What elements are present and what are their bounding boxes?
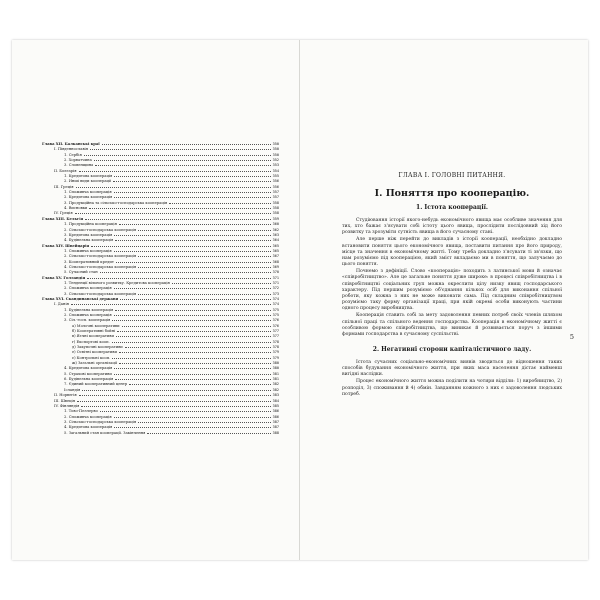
toc-entry-title: 3. Сільсько-господарська кооперація <box>64 419 137 424</box>
toc-entry-page: 364 <box>272 238 279 243</box>
toc-entry-page: 386 <box>272 414 279 419</box>
toc-entry-title: ж) Загальні організації <box>72 361 118 366</box>
toc-entry-title: 2. Сільсько-господарська кооперація <box>64 227 137 232</box>
toc-leader-dots <box>85 219 270 220</box>
toc-entry-title: 7. Єдиний кооперативний центр <box>64 382 128 387</box>
toc-leader-dots <box>102 144 271 145</box>
toc-entry-page: 350 <box>272 147 279 152</box>
toc-entry-title: IV. Греція <box>54 211 73 216</box>
paragraph: Процес економічного життя можна поділити на чотири відділи: 1) виробництво, 2) розподіл, 3) споживання й 4) обмін. Завданням кожного з них є задоволення людських потреб. <box>342 379 562 397</box>
toc-entry-page: 360 <box>272 222 279 227</box>
toc-entry-page: 381 <box>272 377 279 382</box>
toc-entry-title: 4. Будівельна кооперація <box>64 238 114 243</box>
toc-entry-title: д) Закупочні кооперативи <box>72 345 123 350</box>
toc-leader-dots <box>112 320 270 321</box>
toc-entry-page: 356 <box>272 184 279 189</box>
toc-leader-dots <box>114 197 270 198</box>
toc-leader-dots <box>138 422 270 423</box>
toc-leader-dots <box>120 299 270 300</box>
toc-entry-page: 385 <box>272 403 279 408</box>
toc-entry-page: 369 <box>272 264 279 269</box>
toc-leader-dots <box>71 304 271 305</box>
toc-entry-page: 381 <box>272 371 279 376</box>
toc-entry-title: 2. Кредитова кооперація <box>64 195 113 200</box>
toc-leader-dots <box>79 395 271 396</box>
toc-entry-page: 357 <box>272 195 279 200</box>
toc-leader-dots <box>95 165 270 166</box>
paragraph: Істота сучасних соціально-економічних виявів зводиться до відношення таких способів будування економічного життя, при яких маса населення дістає найменш вигідні наслідки. <box>342 359 562 378</box>
toc-entry-title: е) Освітні кооперативи <box>72 350 117 355</box>
toc-entry-title: I. Данія <box>54 302 69 307</box>
toc-entry-title: Глава XIV. Швейцарія <box>42 243 90 248</box>
toc-entry-page: 378 <box>272 339 279 344</box>
toc-entry-title: 1. Тово-Пеллерво <box>64 409 98 414</box>
toc-entry-title: 1. Споживча кооперація <box>64 190 112 195</box>
toc-entry-page: 350 <box>272 142 279 146</box>
toc-entry <box>42 431 279 436</box>
toc-entry-page: 363 <box>272 232 279 237</box>
toc-entry-page: 368 <box>272 259 279 264</box>
toc-leader-dots <box>77 401 271 402</box>
page-number: 5 <box>569 333 574 341</box>
toc-entry-title: 2. Хорватчина <box>64 158 92 163</box>
toc-entry-page: 371 <box>272 275 279 280</box>
toc-entry-page: 358 <box>272 200 279 205</box>
toc-entry-title: 4. Висновки <box>64 206 88 211</box>
toc-entry-title: 1. Будівельна кооперація <box>64 307 114 312</box>
toc-leader-dots <box>169 203 270 204</box>
body-text-part-2 <box>342 360 562 398</box>
toc-leader-dots <box>114 288 271 289</box>
toc-entry-title: а) Молочні кооперативи <box>72 323 120 328</box>
toc-entry-page: 374 <box>272 302 279 307</box>
toc-entry-title: б) Кооперативні бойні <box>72 329 116 334</box>
toc-leader-dots <box>79 171 271 172</box>
toc-leader-dots <box>119 363 271 364</box>
toc-leader-dots <box>138 294 270 295</box>
toc-entry-page: 386 <box>272 409 279 414</box>
toc-leader-dots <box>114 176 270 177</box>
toc-entry-page: 382 <box>272 387 279 392</box>
toc-leader-dots <box>82 390 270 391</box>
toc-leader-dots <box>147 433 270 434</box>
toc-entry-title: 3. Кредитова кооперація <box>64 232 113 237</box>
toc-leader-dots <box>112 358 270 359</box>
toc-entry-title: 3. Сільсько-господарська кооперація <box>64 291 137 296</box>
toc-entry-title: 3. Продукційна та сільсько-господарська кооперація <box>64 200 168 205</box>
toc-leader-dots <box>129 384 270 385</box>
toc-leader-dots <box>138 230 270 231</box>
toc-leader-dots <box>114 235 270 236</box>
toc-leader-dots <box>114 427 270 428</box>
body-text-part-1 <box>342 218 562 338</box>
toc-entry-title: 3. Кооперативний кредит <box>64 259 114 264</box>
toc-leader-dots <box>138 256 270 257</box>
toc-leader-dots <box>89 208 270 209</box>
toc-entry-page: 358 <box>272 211 279 216</box>
toc-entry-title: 2. Споживча кооперація <box>64 313 112 317</box>
chapter-heading: ГЛАВА І. ГОЛОВНІ ПИТАННЯ. <box>398 172 506 179</box>
toc-leader-dots <box>100 272 271 273</box>
toc-entry-title: Глава XII. Балканські краї <box>42 142 100 146</box>
toc-leader-dots <box>112 342 271 343</box>
toc-leader-dots <box>76 187 271 188</box>
toc-leader-dots <box>115 310 270 311</box>
toc-entry-page: 382 <box>272 382 279 387</box>
toc-entry-title: 1. Продукційна кооперація <box>64 222 117 227</box>
subsection-heading-2: 2. Негативні сторони капіталістичного ладу. <box>372 345 532 353</box>
toc-entry-title: 5. Сучасний стан <box>64 270 98 275</box>
toc-entry-page: 367 <box>272 254 279 259</box>
toc-entry-page: 372 <box>272 286 279 291</box>
toc-entry-page: 356 <box>272 179 279 184</box>
toc-leader-dots <box>116 262 271 263</box>
toc-leader-dots <box>75 213 271 214</box>
toc-entry-page: 380 <box>272 366 279 371</box>
toc-entry-page: 365 <box>272 248 279 253</box>
toc-leader-dots <box>172 283 271 284</box>
toc-entry-title: II. Болгарія <box>54 168 77 173</box>
toc-entry-page: 370 <box>272 270 279 275</box>
paragraph: Студіювання історії якого-небудь економічного явища має особливе значення для тих, хто бажає з'ясувати собі істоту цього явища, прослідити послідовний хід його розвитку та зрозуміти сутність явища в його сучасному стані. <box>342 218 562 236</box>
paragraph: Але перше ніж перейти до викладів з історії кооперації, необхідно докладно встановити поняття цього економічного явища, поставити питання про його природу, місце та значення в економічному житті. Тому треба докладно з'ясувати ті зв'язки, що нам розуміємо під кооперацією, який зміст вкладаємо ми в поняття, що залучаємо до цього поняття. <box>342 237 562 268</box>
toc-entry-page: 371 <box>272 280 279 285</box>
toc-entry-page: 355 <box>272 174 279 179</box>
toc-entry-page: 388 <box>272 430 279 435</box>
toc-entry-title: III. Швеція <box>54 398 76 403</box>
toc-leader-dots <box>114 315 271 316</box>
toc-entry-page: 374 <box>272 296 279 301</box>
toc-entry-page: 387 <box>272 419 279 424</box>
toc-entry-page: 380 <box>272 361 279 366</box>
toc-entry-page: 357 <box>272 190 279 195</box>
toc-entry-title: г) Експортові кооп. <box>72 339 110 344</box>
toc-leader-dots <box>81 406 270 407</box>
toc-entry-title: 2. Споживча кооперація <box>64 286 112 291</box>
toc-entry-title: 6. Будівельна кооперація <box>64 377 114 382</box>
toc-entry-page: 350 <box>272 152 279 157</box>
toc-entry-page: 387 <box>272 425 279 430</box>
toc-entry-page: 379 <box>272 355 279 360</box>
toc-entry-title: є) Контрольні кооп. <box>72 355 111 360</box>
toc-entry-page: 378 <box>272 345 279 350</box>
toc-entry-title: 1. Тенденції вільного розвитку. Кредитова кооперація <box>64 280 170 285</box>
toc-leader-dots <box>116 336 271 337</box>
left-page-table-of-contents <box>12 40 300 560</box>
toc-entry-title: 1. Кредитова кооперація <box>64 174 113 179</box>
toc-leader-dots <box>125 347 271 348</box>
toc-entry-page: 384 <box>272 398 279 403</box>
toc-entry-title: 2. Инші види кооперації <box>64 179 112 184</box>
toc-entry-page: 377 <box>272 334 279 339</box>
toc-leader-dots <box>113 181 270 182</box>
toc-entry-title: 2. Сільсько-господарська кооперація <box>64 254 137 259</box>
toc-leader-dots <box>114 417 271 418</box>
toc-entry-title: Глава XV. Голландія <box>42 275 86 280</box>
toc-leader-dots <box>90 149 271 150</box>
toc-entry-title: II. Норвегія <box>54 393 77 398</box>
toc-leader-dots <box>122 326 271 327</box>
toc-entry-page: 375 <box>272 313 279 317</box>
toc-entry-title: 4. Кредитова кооперація <box>64 425 113 430</box>
toc-entry-page: 352 <box>272 158 279 163</box>
toc-entry-title: Глава XIII. Бельгія <box>42 216 84 221</box>
toc-leader-dots <box>84 155 271 156</box>
toc-entry-title: 4. Кредитова кооперація <box>64 366 113 371</box>
toc-leader-dots <box>114 192 271 193</box>
toc-leader-dots <box>114 251 271 252</box>
subsection-heading: 1. Істота кооперації. <box>416 204 488 211</box>
toc-leader-dots <box>138 267 270 268</box>
toc-leader-dots <box>115 379 270 380</box>
toc-entry-title: 3. Сіл.-госп. кооперація <box>64 318 111 323</box>
toc-entry-title: 1. Сербія <box>64 152 82 157</box>
toc-entry-title: IV. Фінляндія <box>54 403 80 408</box>
book-spread <box>12 40 588 560</box>
toc-entry-page: 358 <box>272 206 279 211</box>
toc-entry-title: 1. Споживча кооперація <box>64 248 112 253</box>
toc-entry-page: 365 <box>272 243 279 248</box>
toc-entry-title: 3. Словенщина <box>64 163 94 168</box>
toc-entry-title: 5. Страхові кооперативи <box>64 371 112 376</box>
toc-entry-page: 353 <box>272 163 279 168</box>
toc-entry-page: 383 <box>272 393 279 398</box>
toc-entry-page: 362 <box>272 227 279 232</box>
toc-leader-dots <box>119 224 271 225</box>
toc-entry-title: 2. Споживча кооперація <box>64 414 112 419</box>
toc-leader-dots <box>114 368 270 369</box>
toc-entry-title: Ісландія <box>64 387 81 392</box>
toc-entry-page: 376 <box>272 318 279 323</box>
toc-leader-dots <box>117 331 270 332</box>
toc-leader-dots <box>114 374 271 375</box>
right-page <box>300 40 588 560</box>
toc-entry-page: 359 <box>272 216 279 221</box>
toc-entry-title: III. Греція <box>54 184 74 189</box>
toc-entry-page: 376 <box>272 323 279 328</box>
toc-leader-dots <box>119 352 271 353</box>
toc-leader-dots <box>115 240 270 241</box>
paragraph: Почнемо з дефініції. Слово «кооперація» походить з латинської мови й означає «співробітництво». Але це загальне поняття дуже широке: в процесі співробітництва і в співробітництві соціальних груп можна окреслити цілу низку явищ господарського характеру. Під першим розуміємо об'єднання кількох осіб для виконання спільної роботи, яку кожна з них не може виконати сама. Під складним співробітництвом розуміємо таку форму організації праці, при якій окремі особи виконують частини одного процесу виробництва. <box>342 269 562 312</box>
toc-entry-title: Глава XVI. Скандинавські держави <box>42 296 119 301</box>
toc-leader-dots <box>100 411 271 412</box>
toc-entry-page: 375 <box>272 307 279 312</box>
toc-leader-dots <box>87 278 270 279</box>
toc-entry-page: 379 <box>272 350 279 355</box>
toc-leader-dots <box>94 160 271 161</box>
toc-entry-title: 4. Сільсько-господарська кооперація <box>64 264 137 269</box>
toc-entry-title: в) Яєчні кооперативи <box>72 334 114 339</box>
toc-entry-title: 5. Загальний стан кооперації. Закінчення <box>64 430 146 435</box>
toc-entry-page: 377 <box>272 329 279 334</box>
toc-leader-dots <box>91 246 270 247</box>
toc-entry-title: I. Південнославія <box>54 147 89 152</box>
section-heading: І. Поняття про кооперацію. <box>374 188 530 199</box>
paragraph: Кооперація ставить собі за мету задоволення певних потреб своїх членів шляхом спільної праці та спільного ведення господарства. Кооперація в економічному житті є особливою формою співробітництва, що виникає й розвивається поруч з іншими формами господарства в сучасному суспільстві. <box>342 313 562 337</box>
toc-entry-page: 354 <box>272 168 279 173</box>
toc-entry-page: 373 <box>272 291 279 296</box>
